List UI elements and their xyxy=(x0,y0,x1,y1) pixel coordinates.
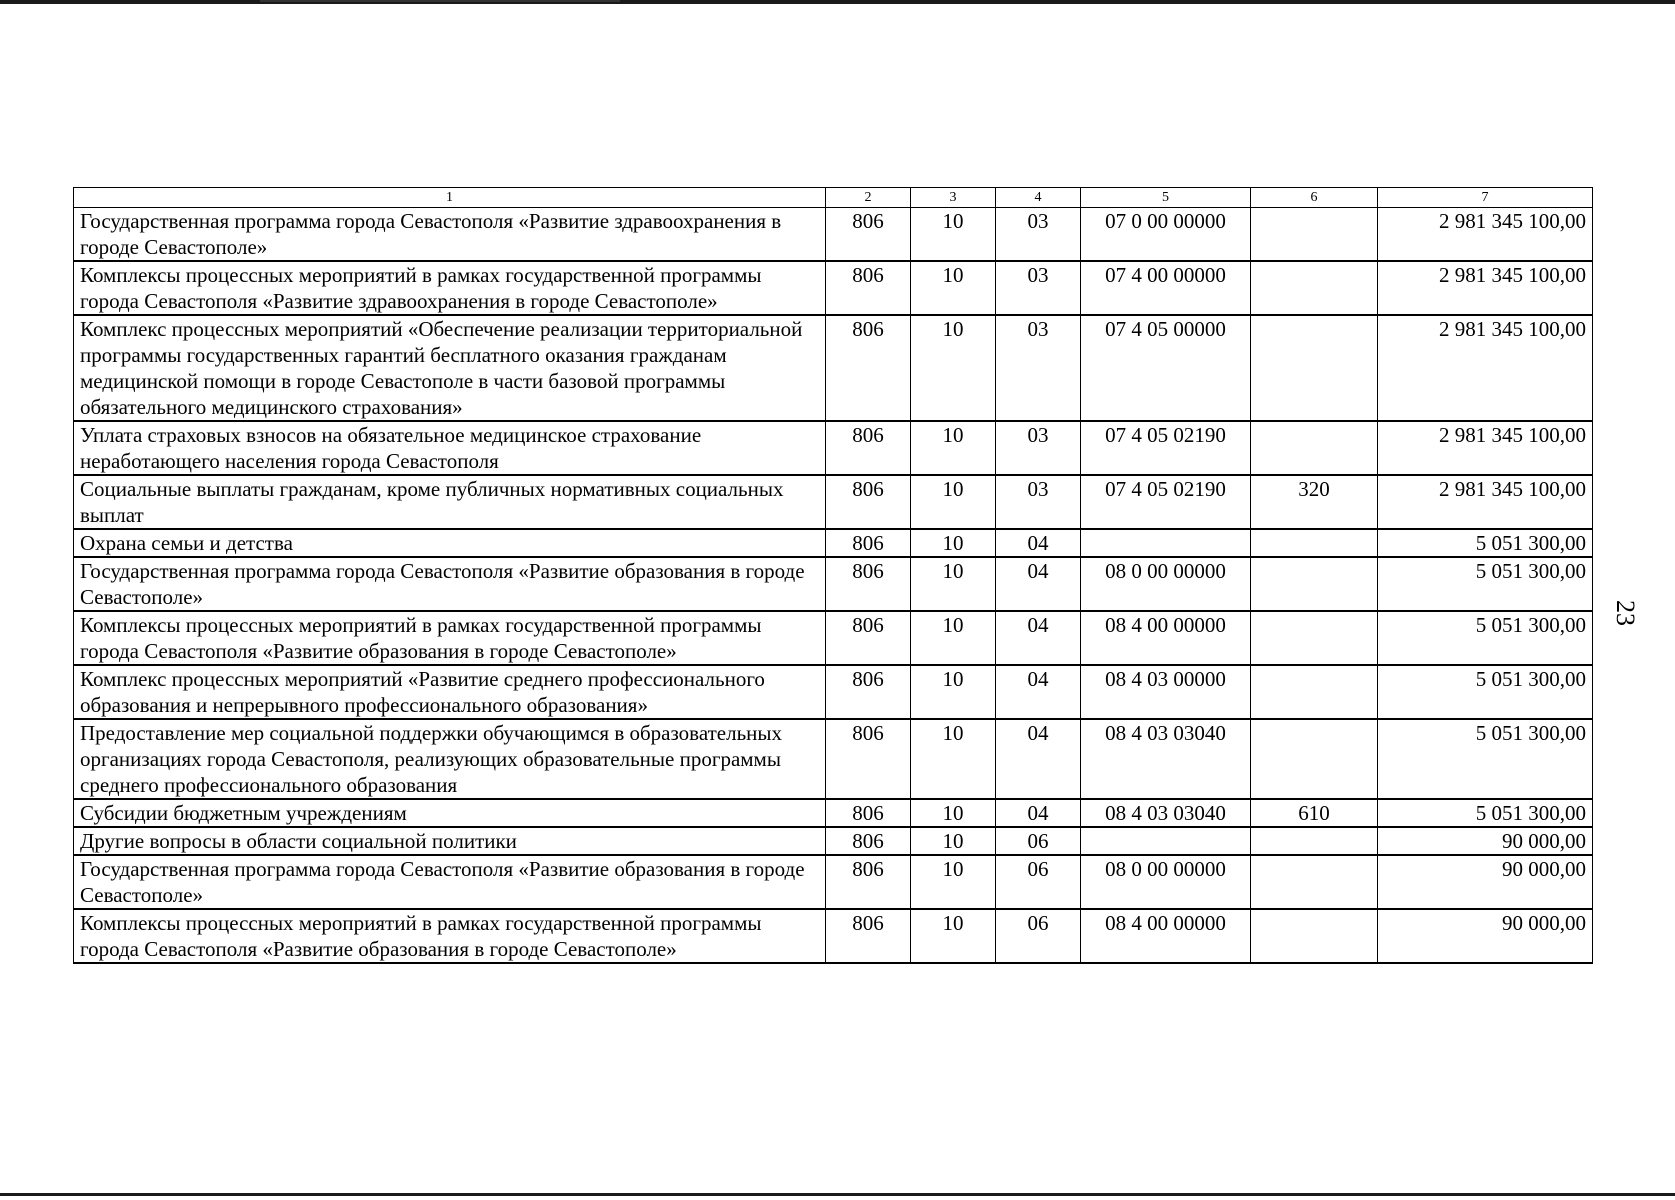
row-col3-cell: 10 xyxy=(911,557,996,611)
row-col2-cell: 806 xyxy=(826,665,911,719)
row-col5-cell: 08 0 00 00000 xyxy=(1081,855,1251,909)
header-col-3: 3 xyxy=(911,188,996,208)
bottom-scan-border xyxy=(0,1193,1675,1196)
row-col4-cell: 04 xyxy=(996,799,1081,827)
row-name-cell: Государственная программа города Севастополя «Развитие образования в городе Севастополе» xyxy=(74,557,826,611)
row-col3-cell: 10 xyxy=(911,719,996,799)
row-col5-cell: 07 4 05 02190 xyxy=(1081,421,1251,475)
row-name-cell: Комплекс процессных мероприятий «Развитие среднего профессионального образования и непрерывного профессионального образования» xyxy=(74,665,826,719)
row-col5-cell xyxy=(1081,827,1251,855)
row-col2-cell: 806 xyxy=(826,208,911,262)
row-col3-cell: 10 xyxy=(911,855,996,909)
row-col6-cell xyxy=(1251,719,1378,799)
row-col4-cell: 03 xyxy=(996,208,1081,262)
row-col3-cell: 10 xyxy=(911,799,996,827)
row-col4-cell: 03 xyxy=(996,421,1081,475)
row-col2-cell: 806 xyxy=(826,529,911,557)
row-col5-cell: 08 4 03 03040 xyxy=(1081,719,1251,799)
row-col5-cell: 07 0 00 00000 xyxy=(1081,208,1251,262)
row-name-cell: Комплексы процессных мероприятий в рамках государственной программы города Севастополя «Развитие образования в городе Севастополе» xyxy=(74,611,826,665)
table-row xyxy=(74,611,1593,665)
row-col4-cell: 03 xyxy=(996,261,1081,315)
row-col2-cell: 806 xyxy=(826,827,911,855)
row-col7-cell: 5 051 300,00 xyxy=(1378,529,1593,557)
row-col3-cell: 10 xyxy=(911,665,996,719)
row-col3-cell: 10 xyxy=(911,475,996,529)
row-col4-cell: 06 xyxy=(996,909,1081,963)
row-col4-cell: 03 xyxy=(996,475,1081,529)
row-col2-cell: 806 xyxy=(826,315,911,421)
row-col3-cell: 10 xyxy=(911,421,996,475)
row-col6-cell xyxy=(1251,855,1378,909)
row-col6-cell xyxy=(1251,529,1378,557)
row-col7-cell: 2 981 345 100,00 xyxy=(1378,261,1593,315)
row-col5-cell: 07 4 00 00000 xyxy=(1081,261,1251,315)
row-col3-cell: 10 xyxy=(911,611,996,665)
row-name-cell: Уплата страховых взносов на обязательное медицинское страхование неработающего населения города Севастополя xyxy=(74,421,826,475)
row-col7-cell: 90 000,00 xyxy=(1378,827,1593,855)
row-col4-cell: 03 xyxy=(996,315,1081,421)
row-name-cell: Комплекс процессных мероприятий «Обеспечение реализации территориальной программы государственных гарантий бесплатного оказания гражданам медицинской помощи в городе Севастополе в части базовой программы обязательного медицинского страхования» xyxy=(74,315,826,421)
row-col5-cell: 08 0 00 00000 xyxy=(1081,557,1251,611)
row-col5-cell: 07 4 05 00000 xyxy=(1081,315,1251,421)
header-col-6: 6 xyxy=(1251,188,1378,208)
row-col7-cell: 90 000,00 xyxy=(1378,909,1593,963)
row-col7-cell: 5 051 300,00 xyxy=(1378,557,1593,611)
row-col2-cell: 806 xyxy=(826,611,911,665)
row-col6-cell xyxy=(1251,208,1378,262)
row-col2-cell: 806 xyxy=(826,475,911,529)
table-row xyxy=(74,557,1593,611)
row-col4-cell: 04 xyxy=(996,557,1081,611)
row-col7-cell: 5 051 300,00 xyxy=(1378,665,1593,719)
budget-table xyxy=(73,187,1593,964)
row-col2-cell: 806 xyxy=(826,855,911,909)
table-row xyxy=(74,827,1593,855)
header-col-4: 4 xyxy=(996,188,1081,208)
table-row xyxy=(74,719,1593,799)
top-scan-border xyxy=(0,0,1675,4)
row-col7-cell: 2 981 345 100,00 xyxy=(1378,208,1593,262)
table-header xyxy=(74,188,1593,208)
table-row xyxy=(74,855,1593,909)
row-col7-cell: 2 981 345 100,00 xyxy=(1378,315,1593,421)
row-col5-cell: 07 4 05 02190 xyxy=(1081,475,1251,529)
table-row xyxy=(74,208,1593,262)
row-col5-cell: 08 4 00 00000 xyxy=(1081,909,1251,963)
row-col4-cell: 04 xyxy=(996,529,1081,557)
row-name-cell: Охрана семьи и детства xyxy=(74,529,826,557)
row-col3-cell: 10 xyxy=(911,529,996,557)
row-col3-cell: 10 xyxy=(911,208,996,262)
table-body xyxy=(74,208,1593,964)
row-col2-cell: 806 xyxy=(826,261,911,315)
row-col3-cell: 10 xyxy=(911,315,996,421)
row-name-cell: Социальные выплаты гражданам, кроме публичных нормативных социальных выплат xyxy=(74,475,826,529)
table-row xyxy=(74,421,1593,475)
row-col6-cell xyxy=(1251,909,1378,963)
row-col7-cell: 2 981 345 100,00 xyxy=(1378,475,1593,529)
header-row xyxy=(74,188,1593,208)
row-col4-cell: 06 xyxy=(996,855,1081,909)
table-row xyxy=(74,665,1593,719)
table-row xyxy=(74,315,1593,421)
row-col7-cell: 5 051 300,00 xyxy=(1378,799,1593,827)
row-col6-cell xyxy=(1251,557,1378,611)
row-col5-cell: 08 4 00 00000 xyxy=(1081,611,1251,665)
table-row xyxy=(74,529,1593,557)
row-col3-cell: 10 xyxy=(911,261,996,315)
row-col2-cell: 806 xyxy=(826,719,911,799)
header-col-1: 1 xyxy=(74,188,826,208)
row-col6-cell xyxy=(1251,261,1378,315)
row-name-cell: Государственная программа города Севастополя «Развитие образования в городе Севастополе» xyxy=(74,855,826,909)
table-row xyxy=(74,475,1593,529)
row-col5-cell: 08 4 03 00000 xyxy=(1081,665,1251,719)
row-col5-cell xyxy=(1081,529,1251,557)
table-row xyxy=(74,909,1593,963)
top-scan-border-secondary xyxy=(260,0,620,2)
row-name-cell: Другие вопросы в области социальной политики xyxy=(74,827,826,855)
row-col4-cell: 04 xyxy=(996,611,1081,665)
row-name-cell: Государственная программа города Севастополя «Развитие здравоохранения в городе Севастополе» xyxy=(74,208,826,262)
row-col2-cell: 806 xyxy=(826,557,911,611)
row-col6-cell xyxy=(1251,315,1378,421)
row-col7-cell: 2 981 345 100,00 xyxy=(1378,421,1593,475)
table-row xyxy=(74,799,1593,827)
row-col3-cell: 10 xyxy=(911,827,996,855)
row-col7-cell: 5 051 300,00 xyxy=(1378,611,1593,665)
row-col7-cell: 5 051 300,00 xyxy=(1378,719,1593,799)
header-col-7: 7 xyxy=(1378,188,1593,208)
row-col3-cell: 10 xyxy=(911,909,996,963)
row-col2-cell: 806 xyxy=(826,421,911,475)
row-col6-cell: 610 xyxy=(1251,799,1378,827)
row-col4-cell: 04 xyxy=(996,719,1081,799)
page-number: 23 xyxy=(1611,600,1640,626)
row-col6-cell xyxy=(1251,611,1378,665)
row-col2-cell: 806 xyxy=(826,799,911,827)
header-col-5: 5 xyxy=(1081,188,1251,208)
header-col-2: 2 xyxy=(826,188,911,208)
row-name-cell: Предоставление мер социальной поддержки обучающимся в образовательных организациях города Севастополя, реализующих образовательные программы среднего профессионального образования xyxy=(74,719,826,799)
row-name-cell: Комплексы процессных мероприятий в рамках государственной программы города Севастополя «Развитие образования в городе Севастополе» xyxy=(74,909,826,963)
row-name-cell: Субсидии бюджетным учреждениям xyxy=(74,799,826,827)
row-col4-cell: 06 xyxy=(996,827,1081,855)
row-col4-cell: 04 xyxy=(996,665,1081,719)
row-col6-cell xyxy=(1251,827,1378,855)
row-col2-cell: 806 xyxy=(826,909,911,963)
row-col6-cell: 320 xyxy=(1251,475,1378,529)
table-row xyxy=(74,261,1593,315)
row-name-cell: Комплексы процессных мероприятий в рамках государственной программы города Севастополя «Развитие здравоохранения в городе Севастополе» xyxy=(74,261,826,315)
row-col6-cell xyxy=(1251,421,1378,475)
row-col6-cell xyxy=(1251,665,1378,719)
row-col7-cell: 90 000,00 xyxy=(1378,855,1593,909)
row-col5-cell: 08 4 03 03040 xyxy=(1081,799,1251,827)
